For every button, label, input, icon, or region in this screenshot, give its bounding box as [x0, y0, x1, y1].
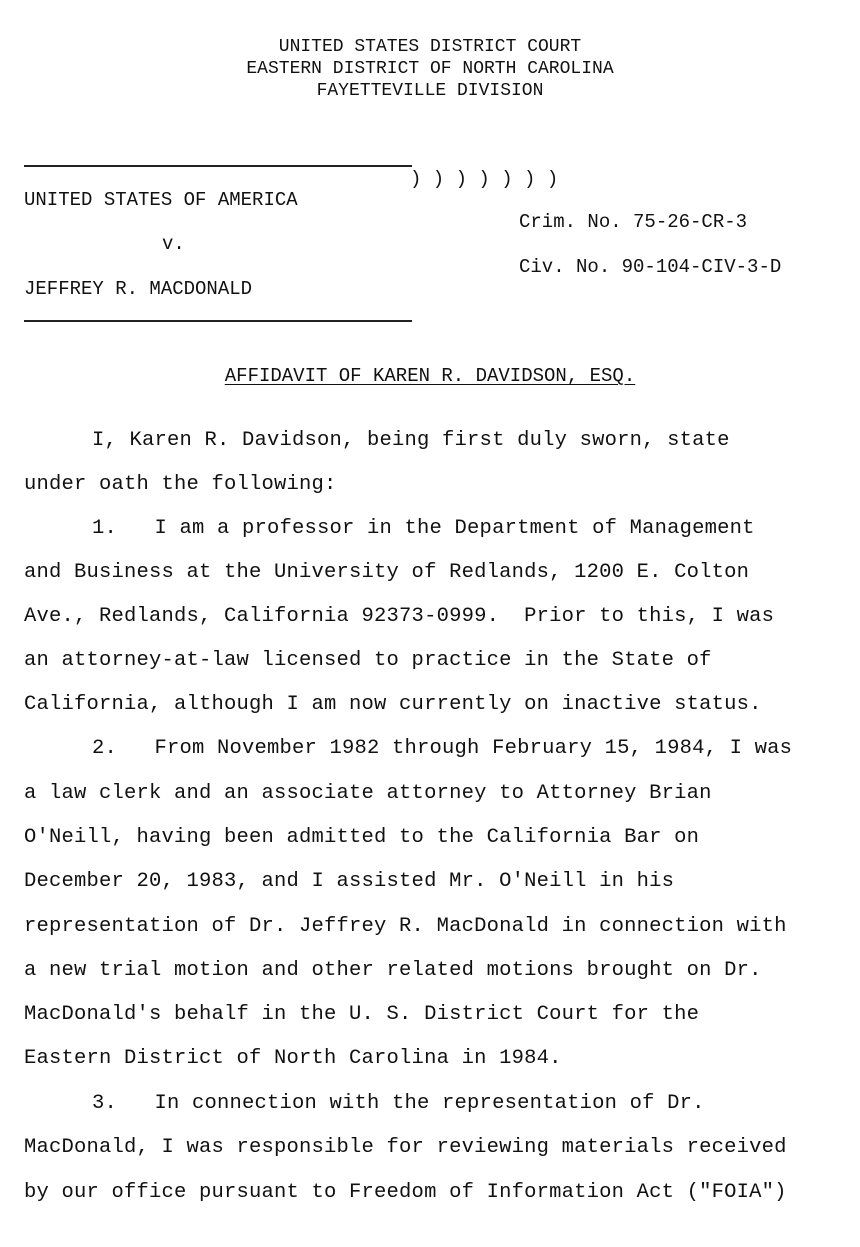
court-name: UNITED STATES DISTRICT COURT — [278, 37, 582, 57]
body-line: December 20, 1983, and I assisted Mr. O'Neill in his — [24, 870, 675, 893]
body-line: by our office pursuant to Freedom of Information Act ("FOIA") — [24, 1181, 787, 1204]
body-line: Ave., Redlands, California 92373-0999. Prior to this, I was — [24, 605, 775, 628]
body-line: representation of Dr. Jeffrey R. MacDonald in connection with — [24, 915, 787, 938]
caption-plaintiff: UNITED STATES OF AMERICA — [24, 189, 298, 211]
caption-paren-column: ) ) ) ) ) ) ) — [410, 168, 559, 190]
body-line: under oath the following: — [24, 473, 337, 496]
body-line: 3. In connection with the representation of Dr. — [92, 1092, 705, 1115]
court-division: FAYETTEVILLE DIVISION — [316, 81, 544, 101]
body-line: O'Neill, having been admitted to the California Bar on — [24, 826, 700, 849]
court-district: EASTERN DISTRICT OF NORTH CAROLINA — [246, 59, 614, 79]
body-line: Eastern District of North Carolina in 1984. — [24, 1047, 562, 1070]
body-line: MacDonald's behalf in the U. S. District Court for the — [24, 1003, 700, 1026]
body-line: MacDonald, I was responsible for reviewing materials received — [24, 1136, 787, 1159]
body-line: 2. From November 1982 through February 15, 1984, I was — [92, 737, 793, 760]
body-line: an attorney-at-law licensed to practice in the State of — [24, 649, 712, 672]
body-line: California, although I am now currently on inactive status. — [24, 693, 762, 716]
civ-number: Civ. No. 90-104-CIV-3-D — [519, 256, 782, 278]
affidavit-title: AFFIDAVIT OF KAREN R. DAVIDSON, ESQ. — [224, 365, 636, 387]
body-line: a new trial motion and other related motions brought on Dr. — [24, 959, 762, 982]
crim-number: Crim. No. 75-26-CR-3 — [519, 211, 748, 233]
caption-bottom-rule — [24, 320, 412, 322]
body-line: and Business at the University of Redlands, 1200 E. Colton — [24, 561, 750, 584]
caption-versus: v. — [162, 233, 185, 255]
body-line: a law clerk and an associate attorney to Attorney Brian — [24, 782, 712, 805]
caption-top-rule — [24, 165, 412, 167]
body-line: I, Karen R. Davidson, being first duly sworn, state — [92, 429, 730, 452]
body-line: 1. I am a professor in the Department of Management — [92, 517, 755, 540]
caption-defendant: JEFFREY R. MACDONALD — [24, 278, 253, 300]
